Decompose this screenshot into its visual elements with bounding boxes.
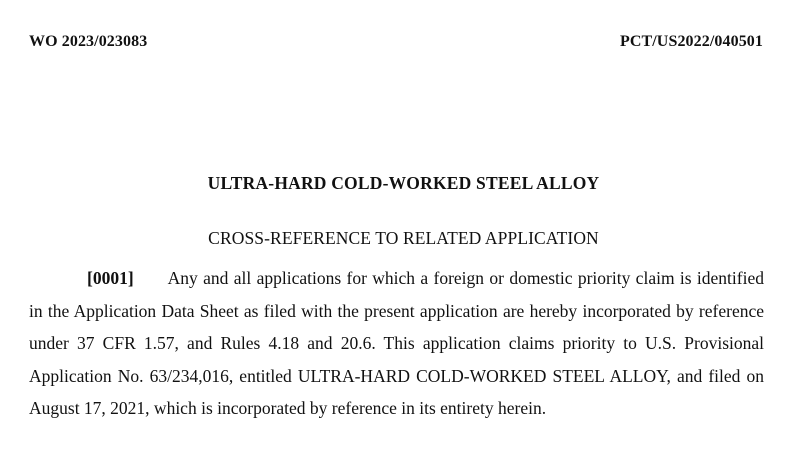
document-title: ULTRA-HARD COLD-WORKED STEEL ALLOY bbox=[207, 173, 600, 193]
paragraph-text: Any and all applications for which a foreign or domestic priority claim is identified in the Application Data Sheet as filed with the present application are hereby incorporated by reference under 37 CFR 1.57, and Rules 4.18 and 20.6. This application claims priority to U.S. Provisional Application No. 63/234,016, entitled ULTRA-HARD COLD-WORKED STEEL ALLOY, and filed on August 17, 2021, which is incorporated by reference in its entirety herein. bbox=[29, 268, 764, 419]
publication-number: WO 2023/023083 bbox=[29, 33, 148, 50]
application-number: PCT/US2022/040501 bbox=[619, 33, 763, 50]
paragraph bbox=[29, 262, 764, 425]
section-heading: CROSS-REFERENCE TO RELATED APPLICATION bbox=[208, 228, 599, 248]
paragraph-number: [0001] bbox=[87, 268, 134, 288]
